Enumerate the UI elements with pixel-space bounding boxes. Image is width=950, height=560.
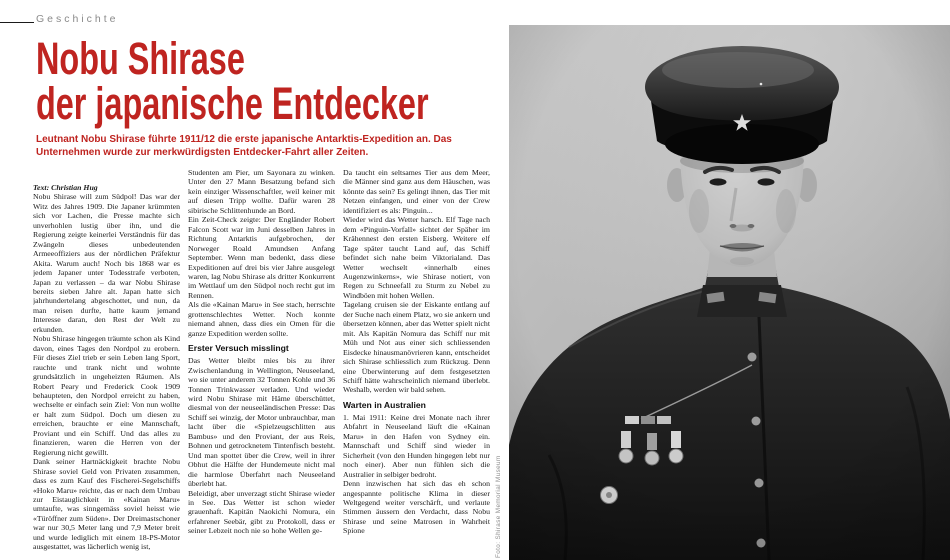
photo-vignette [509,25,950,560]
body-paragraph: Als die «Kainan Maru» in See stach, herrschte grottenschlechtes Wetter. Noch konnte niemand ahnen, dass dies ein Omen für die ganze Expedition werden sollte. [188,300,335,338]
body-paragraph: Nobu Shirase will zum Südpol! Das war der Witz des Jahres 1909. Die Japaner krümmten sich vor Lachen, die Presse machte sich unverhohlen lustig über ihn, und die Regierung zeigte keinerlei Verständnis für das Zwängeln dieses unbedeutenden Armeeoffiziers aus der nördlichen Präfektur Akita. Warum auch! Noch bis 1868 war es jedem Japaner unter Todesstrafe verboten, Japan zu verlassen – da war Nobu Shirase bereits sieben Jahre alt. Japan hatte sich jahrhundertelang abgeschottet, und nun, da man reisen durfte, hatte kaum jemand Interesse daran, den Rest der Welt zu erkunden. [33,192,180,334]
section-rule [0,22,34,23]
article-title-line2: der japanische Entdecker [36,78,429,129]
article-title [36,33,497,129]
subhead-warten-in-australien: Warten in Australien [343,399,426,410]
text-column-2 [188,168,335,560]
body-paragraph: Das Wetter bleibt mies bis zu ihrer Zwischenlandung in Wellington, Neuseeland, wo sie unter anderem 32 Tonnen Kohle und 36 Tonnen Trinkwasser verladen. Und wieder wird Nobu Shirase mit Häme überschüttet, diesmal von der neuseeländischen Presse: Das Schiff sei winzig, der Motor unbrauchbar, man lacht über die «Spielzeugschlitten aus Bambus» und den Proviant, der aus Reis, Bohnen und getrocknetem Tintenfisch besteht. Und man spottet über die Crew, weil in ihrer Obhut die Hälfte der Hundemeute nicht mal die harmlose Überfahrt nach Neuseeland überlebt hat. [188,356,335,489]
text-column-1 [33,183,180,560]
body-paragraph: Nobu Shirase hingegen träumte schon als Kind davon, eines Tages den Nordpol zu erobern. Für dieses Ziel trieb er sein Leben lang Sport, rauchte und trank nicht und wohnte grundsätzlich in ungeheizten Räumen. Als Robert Peary und Frederick Cook 1909 behaupteten, den Nordpol erreicht zu haben, wechselte er einfach sein Ziel: Von nun wollte er halt zum Südpol. Doch um diesen zu erreichen, brauchte er eine Mannschaft, Proviant und ein Schiff. Und das alles zu finanzieren, waren die Herren von der Regierung nicht gewillt. [33,334,180,457]
byline: Text: Christian Hug [33,183,98,192]
section-label: Geschichte [36,13,119,25]
body-paragraph: Dank seiner Hartnäckigkeit brachte Nobu Shirase soviel Geld von Privaten zusammen, dass es zum Kauf des Fischerei-Segelschiffs «Hoko Maru» reichte, das er nach dem Umbau zur Eistauglichkeit in «Kainan Maru» umtaufte, was sinngemäss soviel heisst wie «Türöffner zum Süden». Der Dreimastschoner war nur 30,5 Meter lang und 7,9 Meter breit und wurde lediglich mit einem 18-PS-Motor ausgestattet, was lächerlich wenig ist, [33,457,180,552]
article-title-line1: Nobu Shirase [36,33,245,84]
body-paragraph: Denn inzwischen hat sich das eh schon angespannte politische Klima in dieser Weltgegend weiter verschärft, und verlaute Stimmen äussern den Verdacht, dass Nobu Shirase und seine Matrosen in Wahrheit Spione [343,479,490,536]
body-paragraph: Da taucht ein seltsames Tier aus dem Meer, die Männer sind ganz aus dem Häuschen, was könnte das sein? Es gelingt ihnen, das Tier mit Netzen einfangen, und einer von der Crew identifiziert es als: Pinguin... [343,168,490,215]
body-paragraph: Beleidigt, aber unverzagt sticht Shirase wieder in See. Das Wetter ist schon wieder grauenhaft. Kapitän Naokichi Nomura, ein erfahrener Seebär, gibt zu Protokoll, dass er seiner Lebzeit noch nie so hohe Wellen ge- [188,488,335,536]
photo-credit: Foto: Shirase Memorial Museum [495,455,502,558]
body-paragraph: 1. Mai 1911: Keine drei Monate nach ihrer Abfahrt in Neuseeland läuft die «Kainan Maru» in den Hafen von Sydney ein. Mannschaft und Schiff sind wieder in Sicherheit (von den Hunden hingegen lebt nur noch einer). Aber nun fühlen sich die Australier in selbiger bedroht. [343,412,490,479]
body-paragraph: Wieder wird das Wetter harsch. Elf Tage nach dem «Pinguin-Vorfall» sichtet der Späher im Krähennest den ersten Eisberg. Weitere elf Tage später taucht Land auf, das Schiff befindet sich nahe beim Viktorialand. Das Wetter wechselt «innerhalb eines Augenzwinkerns», wie Shirase notiert, von Regen zu Schneefall zu Sturm zu Nebel zu Windböen mit hohen Wellen. [343,215,490,300]
portrait-photo [509,25,950,560]
body-paragraph: Studenten am Pier, um Sayonara zu winken. Unter den 27 Mann Besatzung befand sich kein einziger Wissenschaftler, weil keiner mit auf diesen Tripp wollte. Dafür waren 28 sibirische Schlittenhunde an Bord. [188,168,335,215]
body-paragraph: Ein Zeit-Check zeigte: Der Engländer Robert Falcon Scott war im Juni desselben Jahres in Richtung Antarktis aufgebrochen, der Norweger Roald Amundsen Anfang September. Wenn man bedenkt, dass diese Expeditionen auf drei bis vier Jahre ausgelegt waren, lag Nobu Shirase als dritter Konkurrent im Wettlauf um den Südpol noch recht gut im Rennen. [188,215,335,300]
body-paragraph: Tagelang cruisen sie der Eiskante entlang auf der Suche nach einem Platz, wo sie ankern und übersetzen können, aber das Wetter spielt nicht mit. Als Kapitän Nomura das Schiff nur mit Müh und Not aus einer sich schliessenden Eisdecke hinausmanövrieren kann, entscheidet sich Shirase schliesslich zum Rückzug. Denn eine Überwinterung auf dem festgesetzten Schiff hätte wahrscheinlich niemand überlebt. Weshalb, werden wir bald sehen. [343,300,490,395]
standfirst: Leutnant Nobu Shirase führte 1911/12 die erste japanische Antarktis-Expedition an. Das Unternehmen wurde zur merkwürdigsten Entdecker-Fahrt aller Zeiten. [36,134,452,158]
text-column-3 [343,168,490,560]
subhead-erster-versuch: Erster Versuch misslingt [188,343,289,354]
